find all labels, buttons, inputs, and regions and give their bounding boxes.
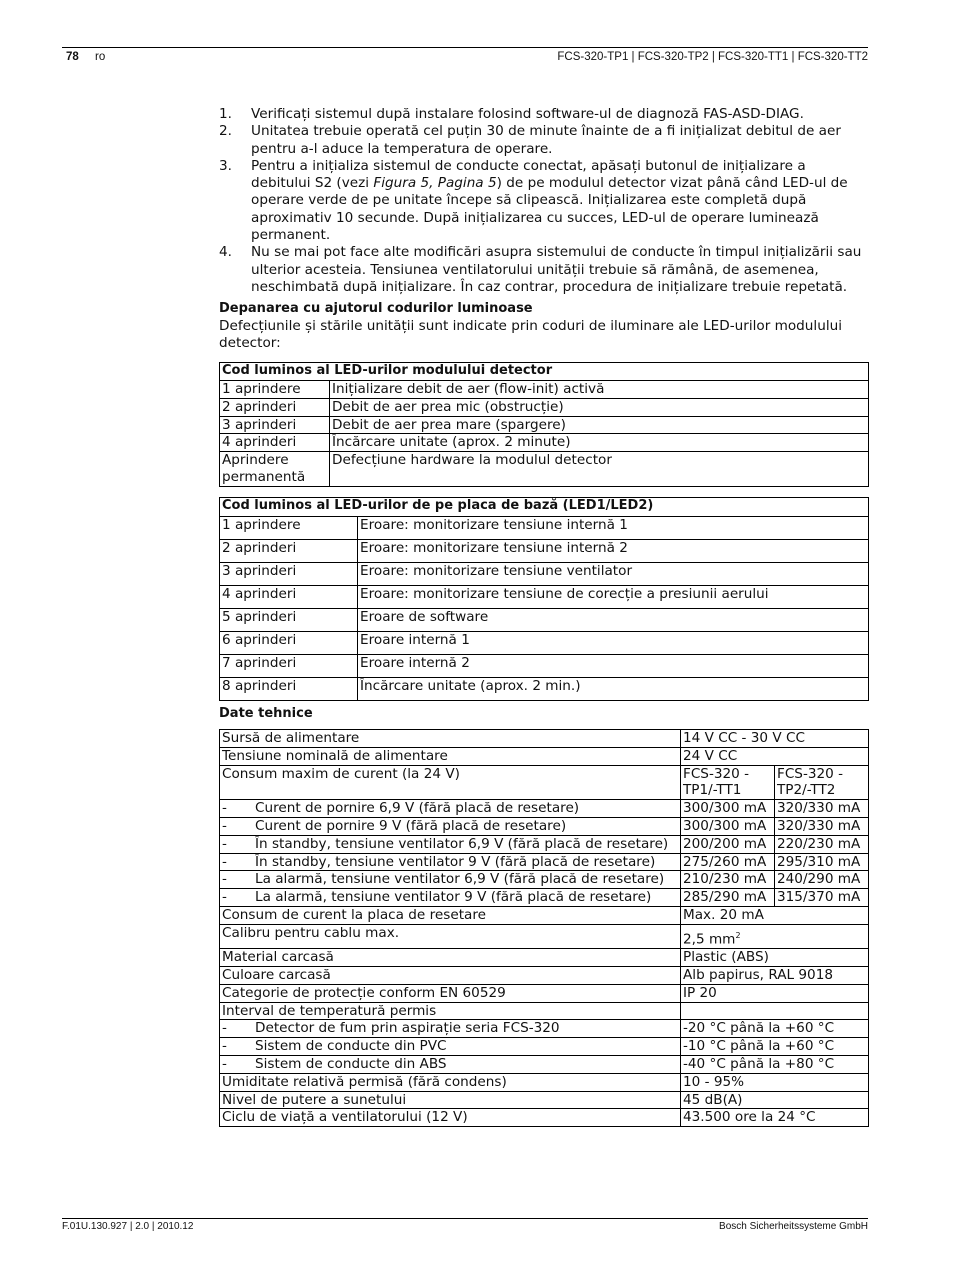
table-row: 4 aprinderi Eroare: monitorizare tensiune de corecție a presiunii aerului bbox=[220, 585, 869, 608]
table-row: - Curent de pornire 9 V (fără placă de resetare) 300/300 mA 320/330 mA bbox=[220, 818, 869, 836]
document-id: F.01U.130.927 | 2.0 | 2010.12 bbox=[62, 1221, 194, 1232]
table-row: 1 aprindere Eroare: monitorizare tensiune internă 1 bbox=[220, 516, 869, 539]
table-row: 8 aprinderi Încărcare unitate (aprox. 2 min.) bbox=[220, 677, 869, 700]
baseboard-led-table bbox=[219, 497, 869, 701]
table-row: 5 aprinderi Eroare de software bbox=[220, 608, 869, 631]
table-row: - Detector de fum prin aspirație seria FCS-320 -20 °C până la +60 °C bbox=[220, 1020, 869, 1038]
section-intro: Defecțiunile și stările unității sunt indicate prin coduri de iluminare ale LED-urilor modulului detector: bbox=[219, 317, 842, 351]
table-row: Aprindere permanentă Defecțiune hardware la modulul detector bbox=[220, 452, 869, 487]
table-header: Cod luminos al LED-urilor de pe placa de bază (LED1/LED2) bbox=[220, 497, 869, 516]
table-row: Categorie de protecție conform EN 60529 IP 20 bbox=[220, 984, 869, 1002]
section-heading: Depanarea cu ajutorul codurilor luminoase bbox=[219, 301, 533, 317]
page-number: 78 bbox=[66, 51, 79, 63]
table-header: Cod luminos al LED-urilor modulului detector bbox=[220, 363, 869, 381]
table-row: Interval de temperatură permis bbox=[220, 1002, 869, 1020]
table-row: Culoare carcasă Alb papirus, RAL 9018 bbox=[220, 966, 869, 984]
table-row: 4 aprinderi Încărcare unitate (aprox. 2 minute) bbox=[220, 434, 869, 452]
detector-led-table bbox=[219, 362, 869, 487]
table-row: 2 aprinderi Debit de aer prea mic (obstrucție) bbox=[220, 398, 869, 416]
table-row: Consum de curent la placa de resetare Max. 20 mA bbox=[220, 907, 869, 925]
language-code: ro bbox=[95, 51, 106, 63]
page-header bbox=[62, 51, 868, 67]
table-row: Ciclu de viață a ventilatorului (12 V) 43.500 ore la 24 °C bbox=[220, 1109, 869, 1127]
list-item: 1. Verificați sistemul după instalare folosind software-ul de diagnoză FAS-ASD-DIAG. bbox=[219, 106, 804, 122]
table-row: Nivel de putere a sunetului 45 dB(A) bbox=[220, 1091, 869, 1109]
footer-rule bbox=[62, 1218, 868, 1219]
table-row: - În standby, tensiune ventilator 9 V (fără placă de resetare) 275/260 mA 295/310 mA bbox=[220, 853, 869, 871]
table-row: Umiditate relativă permisă (fără condens) 10 - 95% bbox=[220, 1073, 869, 1091]
table-row: 3 aprinderi Eroare: monitorizare tensiune ventilator bbox=[220, 562, 869, 585]
setup-steps bbox=[219, 106, 869, 296]
table-row: Sursă de alimentare 14 V CC - 30 V CC bbox=[220, 730, 869, 748]
table-row: 1 aprindere Inițializare debit de aer (flow-init) activă bbox=[220, 380, 869, 398]
table-row: Calibru pentru cablu max. 2,5 $mm^2$ bbox=[220, 924, 869, 948]
figure-reference[interactable]: Figura 5, Pagina 5 bbox=[373, 175, 497, 192]
tech-data-heading: Date tehnice bbox=[219, 705, 313, 721]
table-row: Consum maxim de curent (la 24 V) FCS-320 -TP1/-TT1 FCS-320 -TP2/-TT2 bbox=[220, 765, 869, 800]
table-row: 3 aprinderi Debit de aer prea mare (spargere) bbox=[220, 416, 869, 434]
list-item: 2. Unitatea trebuie operată cel puțin 30 de minute înainte de a fi inițializat debitul de aer pentru a-l aduce la temperatura de operare. bbox=[219, 123, 841, 157]
table-row: - Sistem de conducte din ABS -40 °C până la +80 °C bbox=[220, 1055, 869, 1073]
header-rule bbox=[62, 47, 868, 48]
table-row: - În standby, tensiune ventilator 6,9 V (fără placă de resetare) 200/200 mA 220/230 mA bbox=[220, 835, 869, 853]
list-item: 4. Nu se mai pot face alte modificări asupra sistemului de conducte în timpul inițializării sau ulterior acesteia. Tensiunea ventilatorului unității trebuie să rămână, de asemenea, neschimbată după inițializare. În caz contrar, procedura de inițializare trebuie repetată. bbox=[219, 244, 862, 295]
table-row: 6 aprinderi Eroare internă 1 bbox=[220, 631, 869, 654]
table-row: 2 aprinderi Eroare: monitorizare tensiune internă 2 bbox=[220, 539, 869, 562]
page-content bbox=[219, 106, 869, 1127]
table-row: Material carcasă Plastic (ABS) bbox=[220, 949, 869, 967]
table-row: 7 aprinderi Eroare internă 2 bbox=[220, 654, 869, 677]
table-row: - La alarmă, tensiune ventilator 9 V (fără placă de resetare) 285/290 mA 315/370 mA bbox=[220, 889, 869, 907]
tech-data-table bbox=[219, 729, 869, 1127]
table-row: - Curent de pornire 6,9 V (fără placă de resetare) 300/300 mA 320/330 mA bbox=[220, 800, 869, 818]
table-row: Tensiune nominală de alimentare 24 V CC bbox=[220, 747, 869, 765]
table-row: - Sistem de conducte din PVC -10 °C până la +60 °C bbox=[220, 1038, 869, 1056]
model-list: FCS-320-TP1 | FCS-320-TP2 | FCS-320-TT1 | FCS-320-TT2 bbox=[557, 51, 868, 63]
company-name: Bosch Sicherheitssysteme GmbH bbox=[719, 1221, 868, 1232]
table-row: - La alarmă, tensiune ventilator 6,9 V (fără placă de resetare) 210/230 mA 240/290 mA bbox=[220, 871, 869, 889]
list-item: 3. Pentru a inițializa sistemul de conducte conectat, apăsați butonul de inițializare a debitului S2 (vezi Figura 5, Pagina 5) de pe modulul detector vizat până când LED-ul de operare verde de pe unitate începe să clipească. Inițializarea este completă după aproximativ 10 secunde. După inițializarea cu succes, LED-ul de operare luminează permanent. bbox=[219, 157, 848, 244]
